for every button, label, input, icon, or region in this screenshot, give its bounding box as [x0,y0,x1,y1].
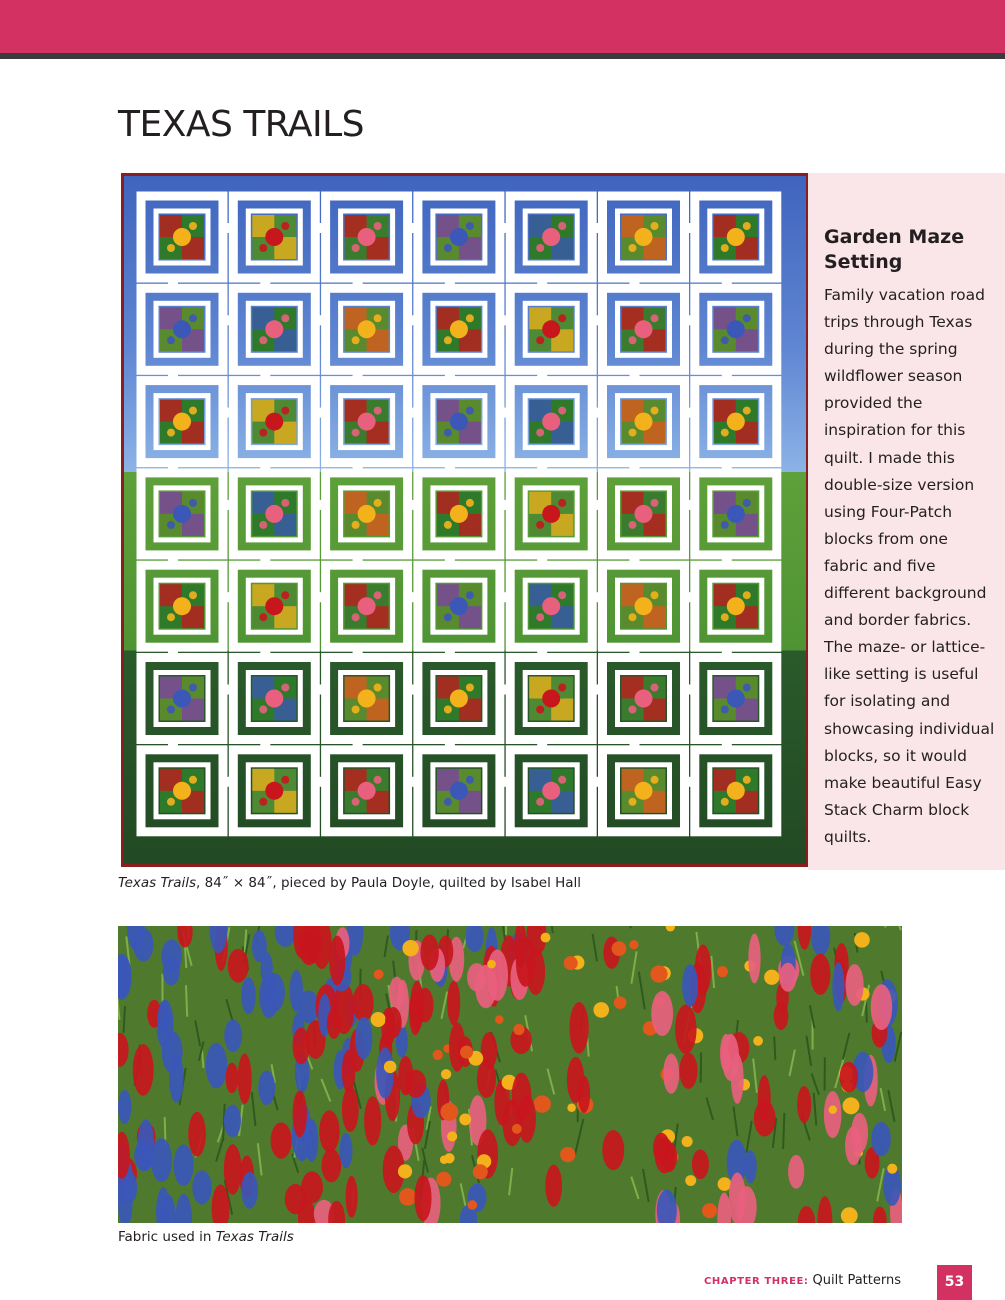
block-flower [542,413,560,431]
wildflower [440,1103,458,1121]
wildflower [871,1122,890,1156]
wildflower [414,1175,431,1221]
block-flower [374,776,382,784]
wildflower [754,1100,776,1136]
block-flower [265,413,283,431]
block-flower [536,706,544,714]
block-flower [173,782,191,800]
block-flower [265,782,283,800]
block-flower [743,314,751,322]
wildflower [614,996,627,1009]
wildflower [433,1050,443,1060]
wildflower [319,1110,339,1152]
block-flower [536,798,544,806]
block-flower [727,505,745,523]
wildflower [593,1002,609,1018]
header-band [0,0,1005,53]
block-flower [629,429,637,437]
wildflower [355,1017,372,1059]
block-flower [265,690,283,708]
block-flower [727,413,745,431]
block-flower [743,684,751,692]
wildflower [389,977,404,1010]
chapter-name: Quilt Patterns [812,1273,901,1288]
wildflower [569,1002,588,1053]
block-flower [352,336,360,344]
grass-blade [774,1037,775,1060]
wildflower [650,965,667,982]
wildflower [402,940,418,956]
wildflower [241,977,255,1014]
wildflower [679,1053,697,1089]
wildflower [192,1170,211,1204]
block-flower [635,690,653,708]
wildflower [292,1028,309,1065]
block-flower [281,499,289,507]
wildflower [353,984,374,1022]
wildflower [748,934,760,984]
wildflower [541,933,551,943]
block-flower [721,798,729,806]
wildflower [512,1124,522,1134]
block-flower [352,244,360,252]
wildflower [405,1070,426,1098]
wildflower [487,960,496,969]
sidebar-heading: Garden Maze Setting [824,226,965,273]
wildflower [224,1105,241,1137]
block-flower [727,782,745,800]
block-flower [358,228,376,246]
block-flower [259,521,267,529]
block-flower [189,776,197,784]
block-flower [721,244,729,252]
block-flower [173,597,191,615]
block-flower [189,499,197,507]
sidebar-body: Family vacation road trips through Texas during the spring wildflower season provided the inspiration for this quilt. I made this double-size version using Four-Patch blocks from one fabric and five different background and border fabrics. The maze- or lattice-like setting is useful for isolating and showcasing individual blocks, so it would make beautiful Easy Stack Charm block quilts. [824,286,995,846]
block-flower [265,597,283,615]
wildflower [258,1070,275,1105]
wildflower [685,1175,696,1186]
quilt-caption-details: , 84˝ × 84˝, pieced by Paula Doyle, quilted by Isabel Hall [196,875,582,891]
wildflower [612,941,627,956]
wildflower [447,981,460,1026]
block-flower [542,228,560,246]
block-flower [450,690,468,708]
block-flower [167,613,175,621]
wildflower [226,1063,239,1094]
block-flower [450,228,468,246]
block-flower [374,314,382,322]
wildflower [473,1164,488,1179]
wildflower [206,1043,227,1089]
block-flower [281,591,289,599]
wildflower [460,1046,473,1059]
block-flower [358,505,376,523]
wildflower [371,1012,386,1027]
block-flower [635,413,653,431]
block-flower [558,222,566,230]
block-flower [173,690,191,708]
wildflower [533,1095,550,1112]
wildflower [169,1054,184,1103]
wildflower [305,1119,318,1162]
block-flower [444,521,452,529]
block-flower [281,776,289,784]
wildflower [516,937,535,987]
block-flower [542,690,560,708]
block-flower [721,521,729,529]
wildflower [157,1003,170,1035]
wildflower [560,1147,575,1162]
block-flower [173,505,191,523]
wildflower [342,1050,355,1093]
block-flower [352,706,360,714]
block-flower [536,336,544,344]
block-flower [167,706,175,714]
wildflower [512,1073,532,1120]
block-flower [173,320,191,338]
wildflower [374,969,384,979]
block-flower [651,222,659,230]
fabric-caption [118,1229,294,1245]
block-flower [167,521,175,529]
block-flower [265,228,283,246]
block-flower [352,521,360,529]
wildflower [252,930,267,962]
wildflower [764,970,779,985]
block-flower [173,228,191,246]
block-flower [358,320,376,338]
block-flower [651,407,659,415]
wildflower [173,1144,193,1185]
quilt-photo [121,173,809,867]
wildflower [513,1024,524,1035]
wildflower [887,1164,897,1174]
fabric-caption-title: Texas Trails [215,1229,294,1245]
block-flower [466,222,474,230]
wildflower [163,957,180,985]
block-flower [374,499,382,507]
block-flower [444,244,452,252]
quilt-caption [118,875,581,891]
block-flower [542,597,560,615]
block-flower [629,706,637,714]
block-flower [558,591,566,599]
wildflower [779,963,796,992]
block-flower [352,798,360,806]
wildflower [399,1188,416,1205]
block-flower [259,613,267,621]
block-flower [444,706,452,714]
block-flower [466,591,474,599]
block-flower [558,314,566,322]
block-flower [558,776,566,784]
block-flower [635,505,653,523]
wildflower [753,1036,763,1046]
page-number: 53 [937,1265,972,1300]
wildflower [118,1090,131,1124]
wildflower [545,1165,562,1207]
wildflower [495,1015,504,1024]
page-title: TEXAS TRAILS [118,104,365,145]
wildflower [271,1122,292,1158]
block-flower [358,690,376,708]
block-flower [167,244,175,252]
wildflower [797,1086,811,1123]
block-flower [558,684,566,692]
block-flower [721,429,729,437]
wildflower [224,1144,242,1194]
block-flower [444,336,452,344]
wildflower [692,1150,709,1180]
wildflower [653,1133,670,1164]
block-flower [743,776,751,784]
block-flower [259,244,267,252]
wildflower [829,1106,837,1114]
wildflower [729,1172,746,1223]
block-flower [721,613,729,621]
wildflower [436,1172,451,1187]
wildflower [298,926,320,965]
wildflower [602,1130,624,1170]
block-flower [189,222,197,230]
wildflower [663,1054,679,1094]
block-flower [536,521,544,529]
wildflower [567,1104,576,1113]
wildflower [133,928,153,962]
block-flower [444,613,452,621]
wildflower [124,1172,137,1203]
block-flower [635,228,653,246]
block-flower [629,521,637,529]
block-flower [450,320,468,338]
block-flower [558,407,566,415]
block-flower [352,429,360,437]
block-flower [536,244,544,252]
wildflower [228,949,249,983]
block-flower [743,499,751,507]
wildflower [340,1133,353,1169]
wildflower [871,984,893,1030]
block-flower [727,320,745,338]
block-flower [189,591,197,599]
block-flower [374,222,382,230]
wildflower [854,932,870,948]
block-flower [721,706,729,714]
wildflower [832,962,844,1011]
wildflower [151,1138,172,1182]
block-flower [466,684,474,692]
block-flower [466,499,474,507]
block-flower [629,798,637,806]
block-flower [651,591,659,599]
block-flower [558,499,566,507]
block-flower [450,505,468,523]
block-flower [281,222,289,230]
block-flower [259,336,267,344]
wildflower [477,1060,496,1098]
wildflower [420,934,438,970]
block-flower [374,591,382,599]
fabric-photo [118,926,902,1223]
wildflower [564,956,578,970]
wildflower [376,1048,394,1099]
grass-blade [506,926,507,935]
wildflower [321,1149,341,1183]
block-flower [167,798,175,806]
block-flower [450,597,468,615]
wildflower [188,1112,206,1157]
block-flower [635,320,653,338]
block-flower [635,782,653,800]
wildflower [342,1087,359,1132]
wildflower [385,1007,402,1038]
footer-chapter [704,1273,901,1288]
block-flower [167,429,175,437]
wildflower [788,1155,804,1189]
wildflower [459,1113,471,1125]
wildflower [675,1005,696,1054]
grass-blade [783,1113,784,1149]
block-flower [265,505,283,523]
block-flower [635,597,653,615]
block-flower [374,407,382,415]
wildflower [846,964,864,1006]
block-flower [651,776,659,784]
block-flower [444,429,452,437]
wildflower [417,988,434,1023]
block-flower [281,684,289,692]
block-flower [542,782,560,800]
block-flower [450,782,468,800]
block-flower [542,505,560,523]
header-rule [0,53,1005,59]
block-flower [259,798,267,806]
block-flower [352,613,360,621]
block-flower [651,314,659,322]
wildflower [682,964,698,1006]
wildflower [384,1061,397,1074]
wildflower [263,973,285,1012]
block-flower [173,413,191,431]
block-flower [651,499,659,507]
block-flower [721,336,729,344]
wildflower [441,1069,451,1079]
block-flower [281,407,289,415]
block-flower [167,336,175,344]
wildflower [682,1136,693,1147]
block-flower [189,407,197,415]
block-flower [466,407,474,415]
block-flower [189,314,197,322]
wildflower [851,1113,868,1153]
block-flower [466,776,474,784]
wildflower [133,1044,154,1096]
wildflower [468,1200,478,1210]
wildflower [824,1091,842,1138]
block-flower [743,591,751,599]
block-flower [444,798,452,806]
block-flower [265,320,283,338]
wildflower [241,1172,258,1209]
wildflower [651,991,673,1036]
wildflower [301,1171,323,1203]
fabric-caption-prefix: Fabric used in [118,1229,216,1245]
block-flower [727,597,745,615]
block-flower [743,407,751,415]
wildflower [444,1153,454,1163]
grass-blade [186,985,187,1016]
wildflower [346,1176,358,1218]
wildflower [224,1019,242,1052]
wildflower [238,1053,252,1103]
block-flower [536,613,544,621]
wildflower [843,1097,860,1114]
block-flower [450,413,468,431]
block-flower [629,336,637,344]
wildflower [293,1090,307,1137]
block-flower [743,222,751,230]
wildflower [629,940,638,949]
block-flower [374,684,382,692]
wildflower [717,966,728,977]
block-flower [259,429,267,437]
block-flower [629,244,637,252]
block-flower [358,597,376,615]
block-flower [536,429,544,437]
block-flower [542,320,560,338]
wildflower [398,1164,412,1178]
wildflower [487,949,508,1000]
block-flower [358,413,376,431]
wildflower [718,1177,732,1191]
chapter-label: CHAPTER THREE: [703,1276,809,1287]
block-flower [189,684,197,692]
quilt-caption-title: Texas Trails [118,875,197,891]
block-flower [259,706,267,714]
block-flower [466,314,474,322]
wildflower [731,1054,744,1104]
block-flower [358,782,376,800]
sidebar-panel [808,173,1005,870]
wildflower [702,1203,717,1218]
block-flower [727,690,745,708]
block-flower [281,314,289,322]
wildflower [810,954,830,995]
wildflower [447,1131,457,1141]
wildflower [327,1008,341,1039]
block-flower [651,684,659,692]
wildflower [364,1096,381,1145]
wildflower [840,1062,858,1093]
block-flower [727,228,745,246]
wildflower [578,1076,590,1113]
block-flower [629,613,637,621]
